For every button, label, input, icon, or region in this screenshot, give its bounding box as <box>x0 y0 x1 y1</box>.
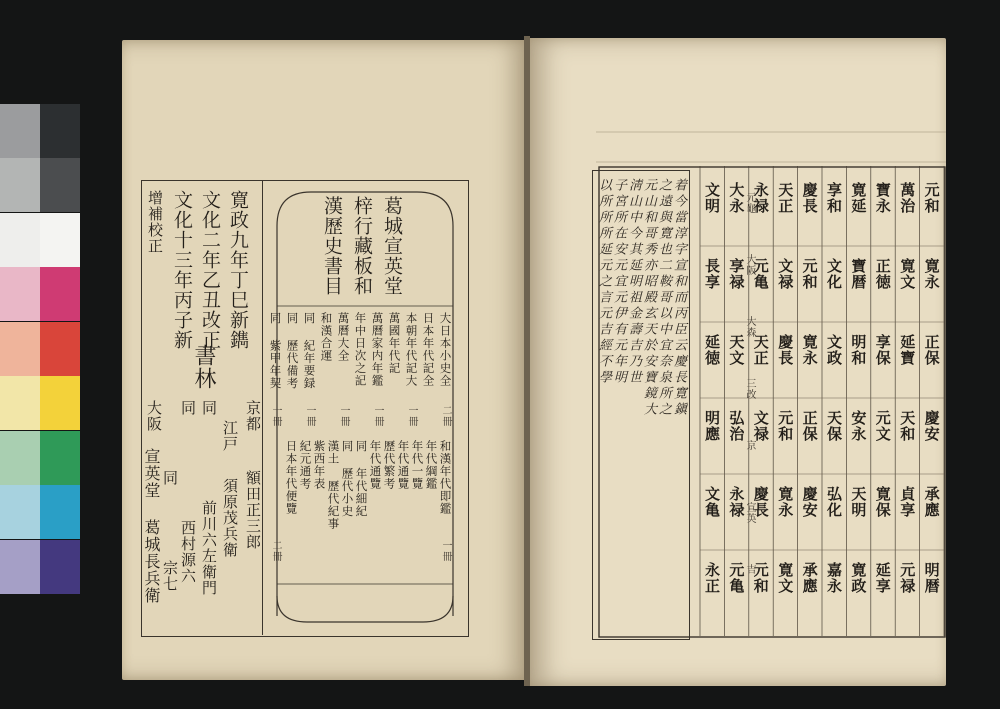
volume-count: 一冊 <box>338 405 349 427</box>
bookseller-city-3: 同 <box>200 400 218 416</box>
colophon-divider <box>262 180 263 635</box>
book-title: 本朝年代記大 <box>404 312 419 387</box>
book-title: 日本年代記全 <box>421 312 436 387</box>
era-name: 安永 <box>849 410 868 442</box>
bookseller-name-1: 額田正三郎 <box>244 470 262 550</box>
era-name: 延享 <box>873 562 892 594</box>
era-name: 承應 <box>800 562 819 594</box>
era-name: 天保 <box>825 410 843 442</box>
book-title-secondary: 日本年代便覽 <box>284 440 299 515</box>
era-name: 萬治 <box>898 182 917 214</box>
publisher-heading-3: 漢歷史書目 <box>321 196 343 296</box>
era-name: 明應 <box>703 410 721 442</box>
swatch-dark-grey <box>40 158 80 212</box>
era-name: 正保 <box>800 410 819 442</box>
era-name: 元和 <box>922 182 941 214</box>
book-title: 同 歷代備考 <box>285 312 300 390</box>
swatch-peach <box>0 322 40 376</box>
handwritten-line: 子宮所在安元宜元伊有元年明 <box>611 178 626 386</box>
era-name: 永正 <box>703 562 721 594</box>
swatch-yellow <box>40 376 80 430</box>
era-name: 永禄 <box>727 486 746 518</box>
book-title: 同 紫甲年契 <box>268 312 283 390</box>
era-name: 正徳 <box>873 258 892 290</box>
era-name: 延寶 <box>898 334 917 366</box>
side-annotation: 吉 <box>744 564 755 575</box>
swatch-light-green <box>0 431 40 485</box>
era-name: 寛文 <box>776 562 795 594</box>
era-name: 寛文 <box>898 258 917 290</box>
book-title-secondary: 紫西年表 <box>312 440 327 490</box>
era-name: 天文 <box>727 334 746 366</box>
book-title: 萬國年代記 <box>387 312 402 375</box>
era-name: 文化 <box>825 258 843 290</box>
volume-count: 二冊 <box>270 540 281 562</box>
era-name: 大永 <box>727 182 746 214</box>
volume-count: 一冊 <box>304 405 315 427</box>
era-name: 元亀 <box>727 562 746 594</box>
era-name: 永禄 <box>751 182 770 214</box>
handwritten-line: 着今當淳字宣和而丙臣云慶長寛鎭 <box>671 178 686 418</box>
side-annotation: 三改 <box>744 378 755 400</box>
bookseller-city-2: 江戸 <box>221 420 239 452</box>
era-name: 寛保 <box>873 486 892 518</box>
book-title-secondary: 年代通覽 <box>396 440 411 490</box>
handwritten-line: 元山和哥秀亦昭殿玄天於安寶鏡大 <box>641 178 656 418</box>
era-name: 文禄 <box>751 410 770 442</box>
book-title-secondary: 年代一覽 <box>410 440 425 490</box>
book-title: 萬曆大全 <box>336 312 351 362</box>
era-name: 慶長 <box>776 334 795 366</box>
era-name: 元和 <box>751 562 770 594</box>
swatch-white-1 <box>0 213 40 267</box>
handwritten-line: 之遠與寛也二鞍哥以中宜奈泉所之 <box>656 178 671 418</box>
faint-ruled-header <box>596 128 946 166</box>
era-name: 慶長 <box>800 182 819 214</box>
era-name: 寛延 <box>849 182 868 214</box>
book-title-secondary: 同 年代細紀 <box>354 440 369 518</box>
era-name: 享保 <box>873 334 892 366</box>
volume-count: 一冊 <box>440 540 451 562</box>
volume-count: 二冊 <box>440 405 451 427</box>
era-name: 寶永 <box>873 182 892 214</box>
era-name: 天正 <box>776 182 795 214</box>
book-title-secondary: 同 歷代小史 <box>340 440 355 518</box>
book-title: 年中日次之記 <box>353 312 368 387</box>
era-name: 明和 <box>849 334 868 366</box>
edition-line-1: 寛政九年丁巳新鐫 <box>227 190 249 350</box>
era-name: 文禄 <box>776 258 795 290</box>
book-title-secondary: 和漢年代即鑑 <box>438 440 453 515</box>
bookseller-city-6: 大阪 <box>145 400 163 432</box>
era-name: 慶安 <box>800 486 819 518</box>
book-title-secondary: 紀元通考 <box>298 440 313 490</box>
swatch-green <box>40 431 80 485</box>
edition-line-3: 文化十三年丙子新 <box>171 190 193 350</box>
book-title-secondary: 年代通覽 <box>368 440 383 490</box>
side-annotation: 大阪 <box>744 254 755 276</box>
edition-line-4: 增補校正 <box>146 190 164 254</box>
bookseller-city-1: 京都 <box>244 400 262 432</box>
book-title: 和漢合運 <box>319 312 334 362</box>
era-name: 元和 <box>800 258 819 290</box>
handwritten-line: 淸山中今其延明祖金壽吉乃世 <box>626 178 641 386</box>
swatch-light-yellow <box>0 376 40 430</box>
era-name: 寶暦 <box>849 258 868 290</box>
bookseller-city-5: 同 <box>161 470 179 486</box>
era-name: 文亀 <box>703 486 721 518</box>
swatch-grey-2 <box>0 158 40 212</box>
era-name: 明暦 <box>922 562 941 594</box>
swatch-pink <box>0 267 40 321</box>
handwritten-line: 以所所所延元之言元吉經不學 <box>596 178 611 386</box>
book-title-secondary: 漢土 歷代紀事 <box>326 440 341 530</box>
bookseller-name-5: 宗七 <box>161 560 179 592</box>
bookseller-name-3: 前川六左衛門 <box>200 500 218 596</box>
era-name: 弘化 <box>825 486 843 518</box>
bookseller-city-4: 同 <box>179 400 197 416</box>
volume-count: 一冊 <box>406 405 417 427</box>
bookseller-name-6: 宣英堂 葛城長兵衛 <box>142 448 161 604</box>
era-name: 元亀 <box>751 258 770 290</box>
book-title-secondary: 歷代繁考 <box>382 440 397 490</box>
swatch-purple <box>40 540 80 594</box>
era-name: 慶安 <box>922 410 941 442</box>
swatch-light-cyan <box>0 485 40 539</box>
era-name: 文明 <box>703 182 721 214</box>
era-name: 寛永 <box>776 486 795 518</box>
bookseller-name-4: 西村源六 <box>179 520 197 584</box>
era-name: 天和 <box>898 410 917 442</box>
swatch-lavender <box>0 540 40 594</box>
book-title: 大日本小史全 <box>438 312 453 387</box>
era-name: 寛永 <box>922 258 941 290</box>
side-annotation: 宣英 <box>744 502 755 524</box>
color-calibration-target <box>0 104 80 594</box>
swatch-red <box>40 322 80 376</box>
bookseller-name-2: 須原茂兵衛 <box>221 478 239 558</box>
era-name: 天正 <box>751 334 770 366</box>
era-name: 承應 <box>922 486 941 518</box>
side-annotation: 元龜 <box>744 192 755 214</box>
book-title-secondary: 年代綱鑑 <box>424 440 439 490</box>
book-gutter <box>524 36 530 686</box>
era-name: 貞享 <box>898 486 917 518</box>
era-name: 享和 <box>825 182 843 214</box>
swatch-white-2 <box>40 213 80 267</box>
era-name: 元禄 <box>898 562 917 594</box>
side-annotation: 京 <box>744 440 755 451</box>
publisher-heading-2: 梓行藏板和 <box>351 196 373 296</box>
era-name: 元和 <box>776 410 795 442</box>
swatch-black-1 <box>40 104 80 158</box>
era-name: 寛政 <box>849 562 868 594</box>
book-title: 同 紀年要録 <box>302 312 317 390</box>
era-name: 元文 <box>873 410 892 442</box>
era-name: 正保 <box>922 334 941 366</box>
era-name: 寛永 <box>800 334 819 366</box>
publisher-heading-1: 葛城宣英堂 <box>381 196 403 296</box>
swatch-magenta <box>40 267 80 321</box>
volume-count: 一冊 <box>372 405 383 427</box>
volume-count: 一冊 <box>270 405 281 427</box>
era-name: 慶長 <box>751 486 770 518</box>
era-name: 享禄 <box>727 258 746 290</box>
side-annotation: 大森 <box>744 316 755 338</box>
booksellers-label: 書林 <box>191 344 216 390</box>
book-title: 萬曆家内年鑑 <box>370 312 385 387</box>
era-name: 文政 <box>825 334 843 366</box>
swatch-grey-1 <box>0 104 40 158</box>
era-name: 長享 <box>703 258 721 290</box>
era-name: 延徳 <box>703 334 721 366</box>
era-name: 嘉永 <box>825 562 843 594</box>
edition-line-2: 文化二年乙丑改正 <box>199 190 221 350</box>
era-name: 天明 <box>849 486 868 518</box>
swatch-cyan <box>40 485 80 539</box>
era-name: 弘治 <box>727 410 746 442</box>
